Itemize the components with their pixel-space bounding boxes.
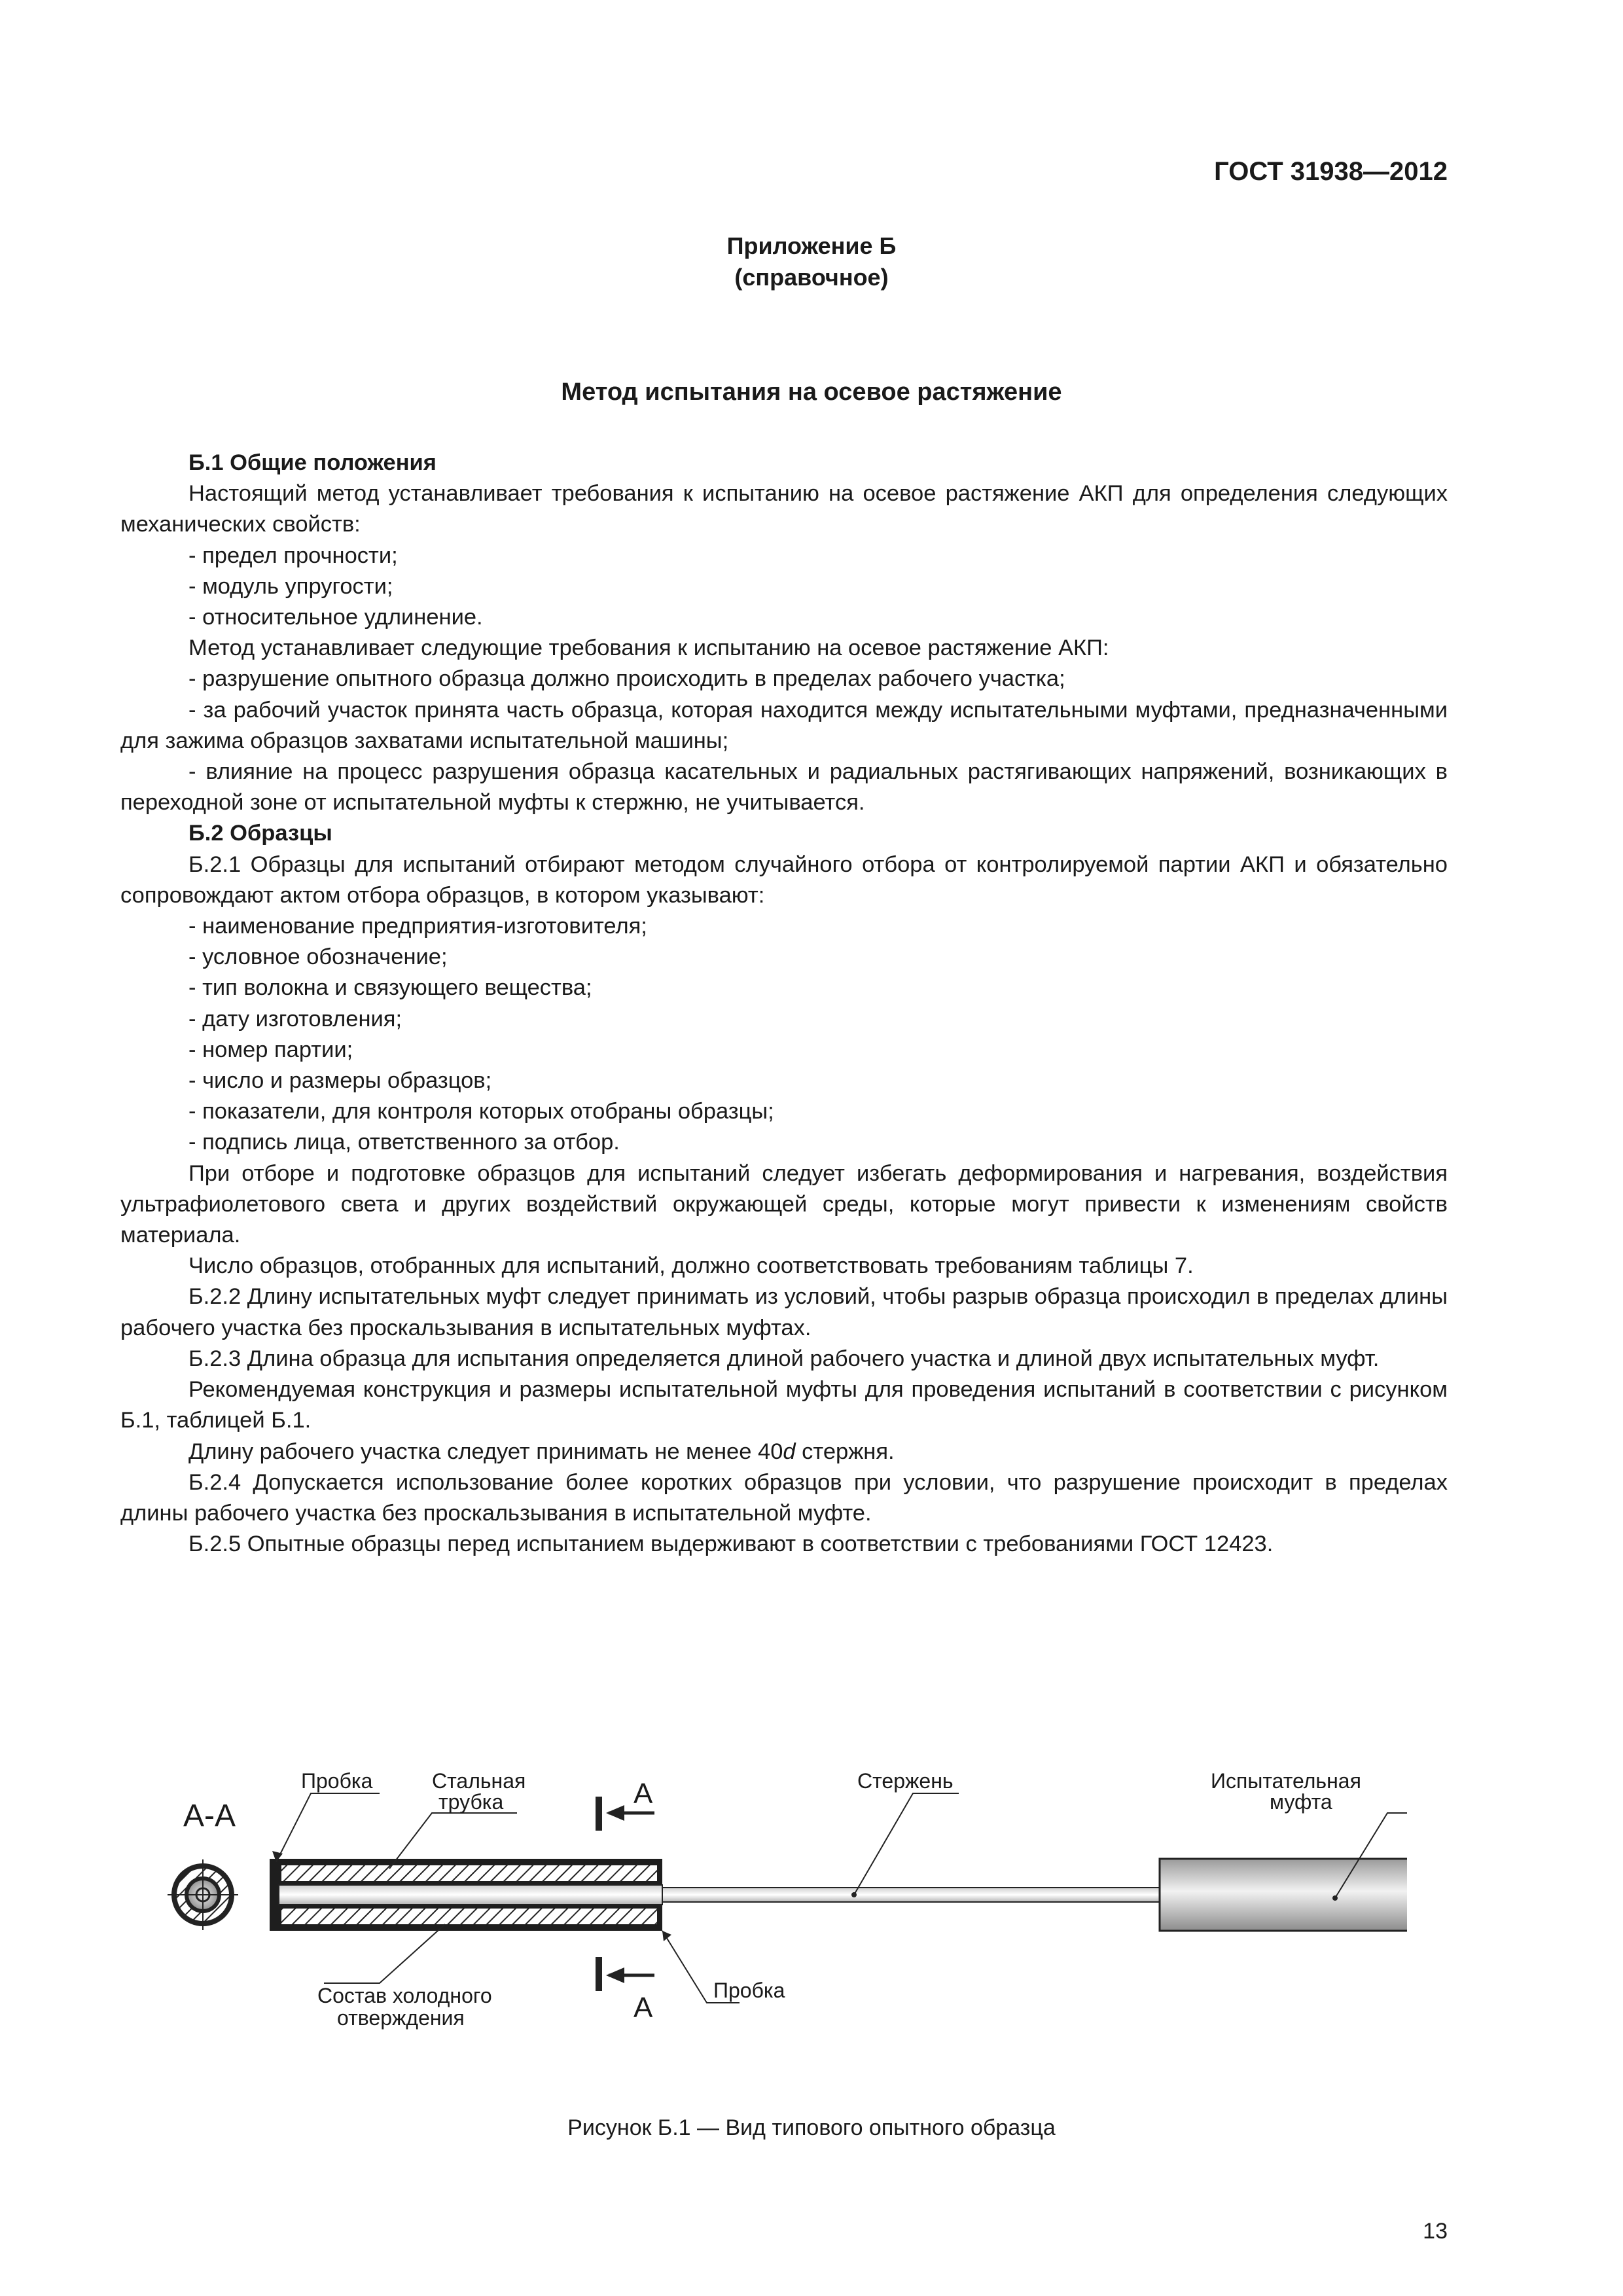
list-item: - дату изготовления; xyxy=(188,1006,402,1031)
page-number: 13 xyxy=(1423,2219,1448,2244)
annex-title: Приложение Б xyxy=(726,232,897,259)
list-item: - влияние на процесс разрушения образца касательных и радиальных растягивающих напряжений, возникающих в переходной зоне от испытательной муфты к стержню, не учитывается. xyxy=(120,759,1448,816)
list-item: - подпись лица, ответственного за отбор. xyxy=(188,1130,620,1155)
label-cold-curing-compound: Состав холодного xyxy=(317,1984,492,2007)
test-sleeve xyxy=(1160,1859,1407,1931)
b2-paragraph: Число образцов, отобранных для испытаний, должно соответствовать требованиям таблицы 7. xyxy=(188,1253,1194,1279)
figure-b1 xyxy=(164,1767,1407,2068)
b2-3-paragraph: Б.2.3 Длина образца для испытания определяется длиной рабочего участка и длиной двух испытательных муфт. xyxy=(188,1346,1380,1371)
list-item: - предел прочности; xyxy=(188,543,398,568)
annex-heading xyxy=(0,230,1623,293)
list-item: - разрушение опытного образца должно происходить в пределах рабочего участка; xyxy=(188,666,1065,692)
b2-paragraph: При отборе и подготовке образцов для испытаний следует избегать деформирования и нагревания, воздействия ультрафиолетового света и других воздействий окружающей среды, которые могут привести к изменениям свойств материала. xyxy=(120,1160,1448,1248)
steel-tube-assembly xyxy=(270,1859,662,1931)
list-item: - тип волокна и связующего вещества; xyxy=(188,975,592,1001)
label-probka: Пробка xyxy=(301,1769,373,1793)
b2-length-text: Длину рабочего участка следует принимать не менее 40 xyxy=(188,1439,783,1464)
section-marker-bottom xyxy=(596,1957,654,2024)
list-item: - относительное удлинение. xyxy=(188,605,483,630)
section-aa-label: А-А xyxy=(183,1799,236,1833)
b2-length-paragraph xyxy=(120,1437,1448,1467)
b1-paragraph: Настоящий метод устанавливает требования к испытанию на осевое растяжение АКП для определения следующих механических свойств: xyxy=(120,481,1448,537)
b2-2-paragraph: Б.2.2 Длину испытательных муфт следует принимать из условий, чтобы разрыв образца происходил в пределах длины рабочего участка без проскальзывания в испытательных муфтах. xyxy=(120,1284,1448,1340)
list-item: - наименование предприятия-изготовителя; xyxy=(188,914,647,939)
b2-heading: Б.2 Образцы xyxy=(188,821,332,846)
list-item: - номер партии; xyxy=(188,1037,353,1062)
label-cold-curing-compound: отверждения xyxy=(337,2006,465,2030)
b2-4-paragraph: Б.2.4 Допускается использование более коротких образцов при условии, что разрушение происходит в пределах длины рабочего участка без проскальзывания в испытательной муфте. xyxy=(120,1469,1448,1526)
list-item: - за рабочий участок принята часть образца, которая находится между испытательными муфтами, предназначенными для зажима образцов захватами испытательной машины; xyxy=(120,697,1448,753)
section-mark-letter: А xyxy=(633,1992,653,2024)
b1-paragraph: Метод устанавливает следующие требования к испытанию на осевое растяжение АКП: xyxy=(188,636,1109,661)
list-item: - число и размеры образцов; xyxy=(188,1068,492,1094)
label-rod: Стержень xyxy=(857,1769,954,1793)
rod xyxy=(662,1888,1160,1902)
label-probka: Пробка xyxy=(713,1979,785,2002)
b2-paragraph: Рекомендуемая конструкция и размеры испытательной муфты для проведения испытаний в соответствии с рисунком Б.1, таблицей Б.1. xyxy=(120,1377,1448,1433)
list-item: - модуль упругости; xyxy=(188,573,393,599)
label-steel-tube: Стальная xyxy=(432,1769,526,1793)
list-item: - условное обозначение; xyxy=(188,944,448,970)
figure-caption: Рисунок Б.1 — Вид типового опытного образца xyxy=(567,2115,1056,2140)
diameter-symbol: d xyxy=(783,1439,796,1464)
label-test-sleeve: муфта xyxy=(1270,1790,1332,1814)
annex-subtitle: (справочное) xyxy=(734,264,889,291)
b2-1-paragraph: Б.2.1 Образцы для испытаний отбирают методом случайного отбора от контролируемой партии АКП и обязательно сопровождают актом отбора образцов, в котором указывают: xyxy=(120,852,1448,908)
specimen-diagram xyxy=(164,1767,1407,2068)
section-mark-letter: А xyxy=(633,1778,653,1810)
b2-5-paragraph: Б.2.5 Опытные образцы перед испытанием выдерживают в соответствии с требованиями ГОСТ 12423. xyxy=(188,1532,1274,1557)
b1-heading: Б.1 Общие положения xyxy=(188,450,437,475)
label-steel-tube: трубка xyxy=(438,1790,504,1814)
list-item: - показатели, для контроля которых отобраны образцы; xyxy=(188,1099,774,1124)
b2-length-text-end: стержня. xyxy=(795,1439,895,1464)
section-title: Метод испытания на осевое растяжение xyxy=(561,378,1062,406)
section-marker-top xyxy=(596,1778,654,1831)
cross-section-aa xyxy=(168,1859,238,1930)
label-test-sleeve: Испытательная xyxy=(1211,1769,1361,1793)
document-body xyxy=(120,448,1448,1560)
document-code: ГОСТ 31938—2012 xyxy=(1214,157,1448,186)
